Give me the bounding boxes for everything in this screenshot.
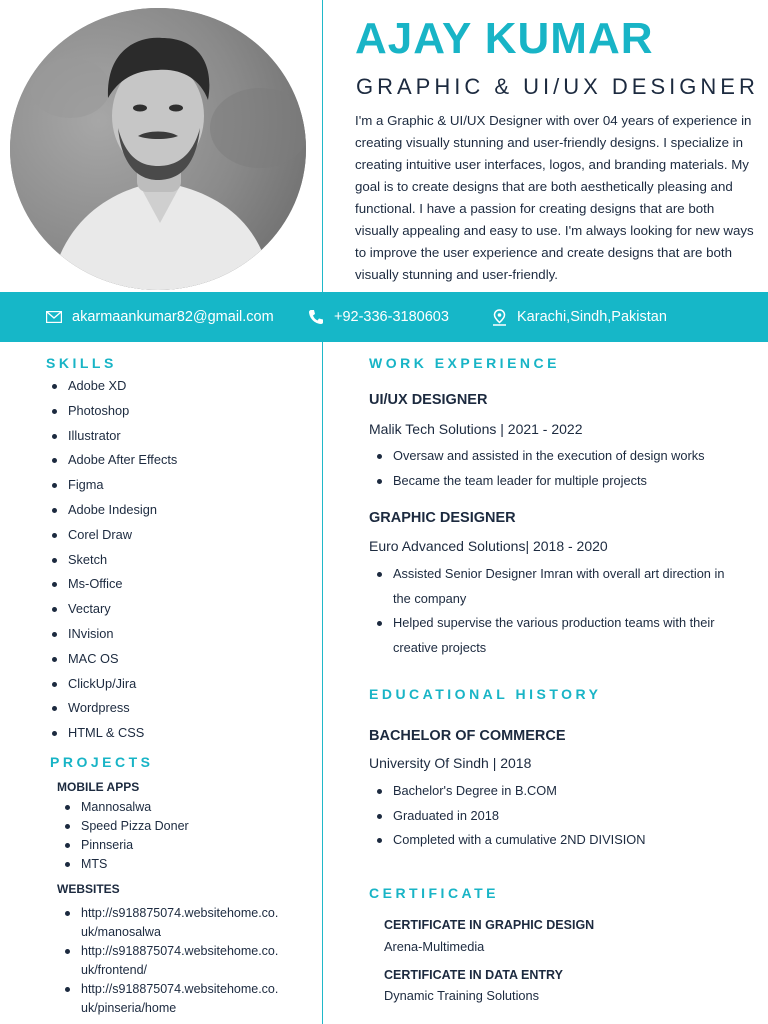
skill-item: Corel Draw: [46, 525, 177, 550]
skill-item: Sketch: [46, 550, 177, 575]
skills-list: [46, 376, 177, 748]
email-icon: [46, 311, 62, 323]
job-company: Euro Advanced Solutions| 2018 - 2020: [369, 538, 608, 554]
work-experience-heading: WORK EXPERIENCE: [369, 355, 560, 371]
degree-title: BACHELOR OF COMMERCE: [369, 728, 566, 744]
skill-item: ClickUp/Jira: [46, 674, 177, 699]
job-title: GRAPHIC DESIGNER: [369, 510, 516, 526]
certificate-title: CERTIFICATE IN DATA ENTRY: [384, 968, 563, 982]
list-item: Completed with a cumulative 2ND DIVISION: [371, 828, 741, 853]
mobile-app-item: MTS: [59, 856, 189, 875]
skill-item: Adobe Indesign: [46, 500, 177, 525]
location-text: Karachi,Sindh,Pakistan: [517, 309, 667, 325]
websites-heading: WEBSITES: [57, 882, 120, 896]
certificate-issuer: Dynamic Training Solutions: [384, 988, 540, 1003]
phone-text: +92-336-3180603: [334, 309, 449, 325]
website-link-text: http://s918875074.websitehome.co.: [81, 982, 279, 996]
email-text: akarmaankumar82@gmail.com: [72, 309, 274, 325]
certificate-issuer: Arena-Multimedia: [384, 939, 485, 954]
mobile-app-item: Pinnseria: [59, 837, 189, 856]
contact-bar: [0, 292, 768, 342]
contact-email[interactable]: [46, 292, 274, 342]
skill-item: Wordpress: [46, 698, 177, 723]
certificate-heading: CERTIFICATE: [369, 885, 500, 901]
list-item: Helped supervise the various production teams with their creative projects: [371, 611, 731, 660]
skill-item: INvision: [46, 624, 177, 649]
website-link-text: http://s918875074.websitehome.co.: [81, 906, 279, 920]
job-company: Malik Tech Solutions | 2021 - 2022: [369, 421, 583, 437]
location-pin-icon: [492, 309, 507, 326]
list-item: Bachelor's Degree in B.COM: [371, 779, 741, 804]
mobile-apps-heading: MOBILE APPS: [57, 780, 140, 794]
list-item: Became the team leader for multiple projects: [371, 469, 741, 494]
website-link-text: uk/manosalwa: [81, 925, 161, 939]
list-item: Graduated in 2018: [371, 804, 741, 829]
contact-phone[interactable]: [308, 292, 449, 342]
skill-item: Adobe XD: [46, 376, 177, 401]
skill-item: MAC OS: [46, 649, 177, 674]
website-link-text: uk/frontend/: [81, 963, 148, 977]
skill-item: Figma: [46, 475, 177, 500]
profile-photo: [10, 8, 306, 290]
mobile-app-item: Speed Pizza Doner: [59, 818, 189, 837]
education-heading: EDUCATIONAL HISTORY: [369, 686, 602, 702]
website-link[interactable]: [59, 904, 309, 942]
skill-item: Illustrator: [46, 426, 177, 451]
job-duties-list: [371, 562, 731, 660]
website-link[interactable]: [59, 942, 309, 980]
websites-list: [59, 904, 309, 1018]
school-name: University Of Sindh | 2018: [369, 755, 532, 771]
skills-heading: SKILLS: [46, 355, 117, 371]
skill-item: HTML & CSS: [46, 723, 177, 748]
skill-item: Vectary: [46, 599, 177, 624]
website-link-text: http://s918875074.websitehome.co.: [81, 944, 279, 958]
website-link[interactable]: [59, 980, 309, 1018]
list-item: Assisted Senior Designer Imran with overall art direction in the company: [371, 562, 731, 611]
profile-summary: I'm a Graphic & UI/UX Designer with over 04 years of experience in creating visually stunning and user-friendly designs. I specialize in creating intuitive user interfaces, logos, and branding materials. My goal is to create designs that are both aesthetically pleasing and functional. I have a passion for creating designs that are both visually appealing and easy to use. I'm always looking for new ways to improve the user experience and create designs that are both visually stunning and user-friendly.: [355, 113, 754, 282]
education-details-list: [371, 779, 741, 853]
projects-heading: PROJECTS: [50, 754, 154, 770]
website-link-text: uk/pinseria/home: [81, 1001, 177, 1015]
skill-item: Adobe After Effects: [46, 450, 177, 475]
certificate-title: CERTIFICATE IN GRAPHIC DESIGN: [384, 918, 595, 932]
list-item: Oversaw and assisted in the execution of design works: [371, 444, 741, 469]
candidate-role: GRAPHIC & UI/UX DESIGNER: [356, 74, 759, 99]
phone-icon: [308, 309, 324, 325]
mobile-apps-list: [59, 799, 189, 875]
skill-item: Photoshop: [46, 401, 177, 426]
mobile-app-item: Mannosalwa: [59, 799, 189, 818]
job-title: UI/UX DESIGNER: [369, 392, 488, 408]
contact-location: [492, 292, 667, 342]
candidate-name: AJAY KUMAR: [355, 14, 654, 63]
job-duties-list: [371, 444, 741, 493]
skill-item: Ms-Office: [46, 574, 177, 599]
column-divider: [322, 0, 323, 1024]
